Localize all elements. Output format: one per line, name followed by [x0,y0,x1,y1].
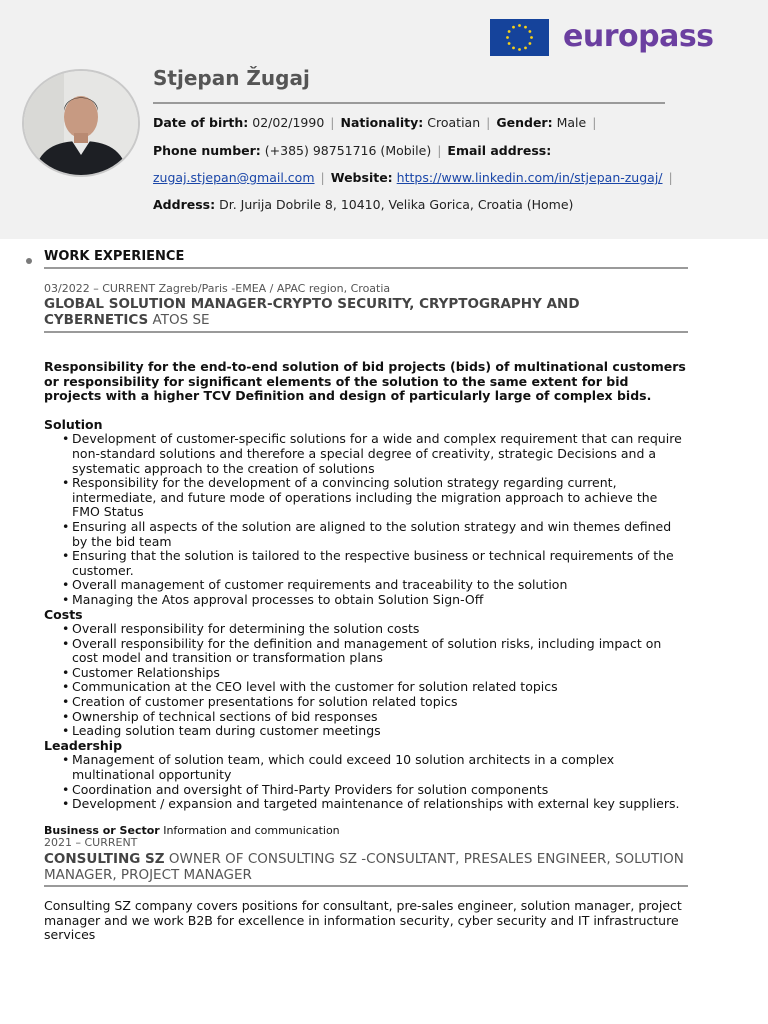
address-label: Address: [153,197,216,212]
leadership-heading: Leadership [44,737,123,753]
separator: | [592,115,597,130]
list-item: • Creation of customer presentations for solution related topics [62,695,688,710]
separator: | [668,170,673,185]
solution-heading: Solution [44,416,103,432]
job2-employer: CONSULTING SZ [44,851,165,867]
list-item: • Ensuring that the solution is tailored to the respective business or technical requirements of the customer. [62,549,688,578]
solution-list [44,432,688,607]
phone-label: Phone number: [153,143,261,158]
job2-title [44,851,688,883]
list-item: • Overall management of customer requirements and traceability to the solution [62,578,688,593]
section-title-work-experience: WORK EXPERIENCE [44,249,185,264]
list-item: • Overall responsibility for determining the solution costs [62,622,688,637]
gender-value: Male [556,115,587,130]
section-bullet-icon [26,258,32,264]
list-item: • Coordination and oversight of Third-Party Providers for solution components [62,783,688,798]
sector-value: Information and communication [163,823,340,837]
personal-info-line-1 [153,115,602,130]
job1-divider [44,331,688,333]
list-item: • Responsibility for the development of a convincing solution strategy regarding current, intermediate, and future mode of operations including the migration approach to achieve the FMO Status [62,476,688,520]
separator: | [486,115,491,130]
list-item: • Development / expansion and targeted maintenance of relationships with external key suppliers. [62,797,688,812]
separator: | [320,170,325,185]
website-link[interactable]: https://www.linkedin.com/in/stjepan-zugaj/ [396,170,663,185]
section-divider [44,267,688,269]
list-item: • Development of customer-specific solutions for a wide and complex requirement that can require non-standard solutions and therefore a special degree of creativity, strategic Decisions and a systematic approach to the creation of solutions [62,432,688,476]
personal-info-line-3 [153,170,679,185]
job1-dates: 03/2022 – CURRENT Zagreb/Paris -EMEA / APAC region, Croatia [44,282,391,295]
europass-logo-text: europass [563,19,714,54]
job1-sector [44,824,688,839]
job2-divider [44,885,688,887]
europass-logo[interactable] [490,18,714,56]
list-item: • Ownership of technical sections of bid responses [62,710,688,725]
eu-flag-icon [490,19,549,56]
job2-dates: 2021 – CURRENT [44,836,138,849]
list-item: • Customer Relationships [62,666,688,681]
job2-description: Consulting SZ company covers positions for consultant, pre-sales engineer, solution manager, project manager and we work B2B for excellence in information security, cyber security and IT infrastructure services [44,898,682,943]
list-item: • Leading solution team during customer meetings [62,724,688,739]
avatar [22,69,140,177]
email-label: Email address: [447,143,552,158]
job1-position: GLOBAL SOLUTION MANAGER-CRYPTO SECURITY, CRYPTOGRAPHY AND CYBERNETICS [44,296,580,328]
name-divider [153,102,665,104]
job1-title [44,296,688,328]
personal-info-line-2 [153,143,551,158]
list-item: • Managing the Atos approval processes to obtain Solution Sign-Off [62,593,688,608]
costs-heading: Costs [44,606,83,622]
profile-header [0,0,768,239]
person-name: Stjepan Žugaj [153,66,310,90]
leadership-list [44,753,688,811]
job1-employer: ATOS SE [152,312,210,328]
gender-label: Gender: [496,115,553,130]
separator: | [330,115,335,130]
dob-label: Date of birth: [153,115,249,130]
job1-details [44,360,688,838]
job1-intro: Responsibility for the end-to-end solution of bid projects (bids) of multinational customers or responsibility for significant elements of the solution to the same extent for bid projects with a higher TCV Definition and design of particularly large of complex bids. [44,359,686,404]
website-label: Website: [330,170,393,185]
email-link[interactable]: zugaj.stjepan@gmail.com [153,170,315,185]
nationality-value: Croatian [427,115,481,130]
separator: | [437,143,442,158]
costs-list [44,622,688,739]
list-item: • Overall responsibility for the definition and management of solution risks, including impact on cost model and transition or transformation plans [62,637,688,666]
dob-value: 02/02/1990 [252,115,325,130]
job2-position: OWNER OF CONSULTING SZ -CONSULTANT, PRESALES ENGINEER, SOLUTION MANAGER, PROJECT MANAGER [44,851,684,883]
list-item: • Communication at the CEO level with the customer for solution related topics [62,680,688,695]
list-item: • Management of solution team, which could exceed 10 solution architects in a complex multinational opportunity [62,753,688,782]
phone-value: (+385) 98751716 (Mobile) [264,143,432,158]
nationality-label: Nationality: [340,115,424,130]
address-value: Dr. Jurija Dobrile 8, 10410, Velika Gorica, Croatia (Home) [219,197,574,212]
list-item: • Ensuring all aspects of the solution are aligned to the solution strategy and win themes defined by the bid team [62,520,688,549]
sector-label: Business or Sector [44,823,160,837]
personal-info-line-4 [153,197,573,212]
